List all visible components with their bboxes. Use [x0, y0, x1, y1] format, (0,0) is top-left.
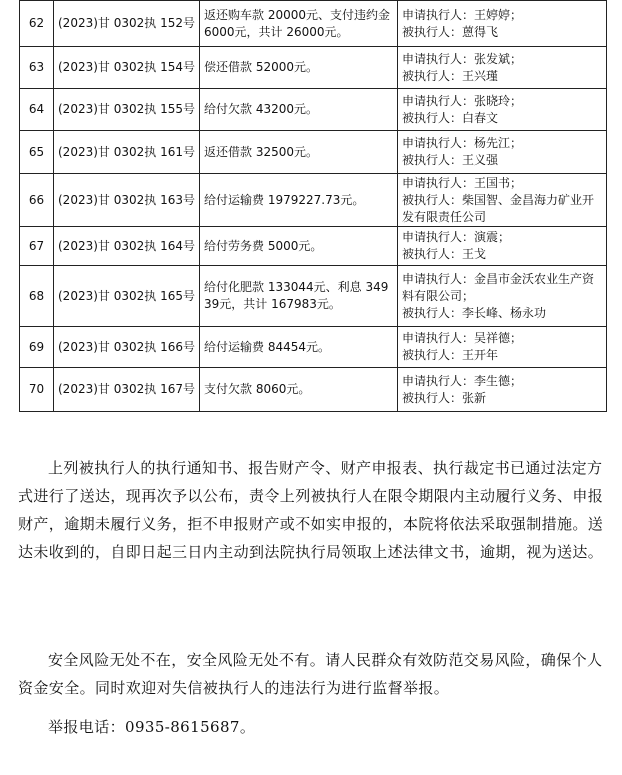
table-row — [20, 131, 607, 174]
applicant-name: 申请执行人：李生德； — [402, 373, 523, 388]
row-number: 68 — [20, 266, 54, 327]
execution-content: 给付运输费 84454元。 — [200, 327, 398, 368]
respondent-name: 被执行人：白春文 — [402, 110, 499, 125]
respondent-name: 被执行人：王义强 — [402, 153, 499, 167]
case-number: (2023)甘 0302执 154号 — [54, 47, 200, 89]
parties — [398, 1, 607, 47]
applicant-name: 申请执行人：王婷婷； — [402, 7, 523, 22]
parties — [398, 266, 607, 327]
case-number: (2023)甘 0302执 165号 — [54, 266, 200, 327]
case-number: (2023)甘 0302执 161号 — [54, 131, 200, 174]
notice-text: 上列被执行人的执行通知书、报告财产令、财产申报表、执行裁定书已通过法定方式进行了送达，现再次予以公布，责令上列被执行人在限令期限内主动履行义务、申报财产，逾期未履行义务，拒不申报财产或不如实申报的，本院将依法采取强制措施。送达未收到的，自即日起三日内主动到法院执行局领取上述法律文书，逾期，视为送达。 — [18, 459, 604, 561]
applicant-name: 申请执行人：演震； — [402, 230, 511, 244]
table-body — [20, 1, 607, 412]
parties — [398, 174, 607, 227]
notice-paragraph-service — [18, 454, 608, 566]
respondent-name: 被执行人：王戈 — [402, 247, 487, 261]
row-number: 65 — [20, 131, 54, 174]
parties — [398, 131, 607, 174]
case-number: (2023)甘 0302执 164号 — [54, 227, 200, 266]
execution-content: 返还借款 32500元。 — [200, 131, 398, 174]
execution-content: 给付欠款 43200元。 — [200, 89, 398, 131]
table-row — [20, 174, 607, 227]
row-number: 69 — [20, 327, 54, 368]
case-number: (2023)甘 0302执 152号 — [54, 1, 200, 47]
applicant-name: 申请执行人：张发斌； — [402, 51, 523, 66]
execution-content: 返还购车款 20000元、支付违约金 6000元，共计 26000元。 — [200, 1, 398, 47]
row-number: 64 — [20, 89, 54, 131]
execution-content: 支付欠款 8060元。 — [200, 368, 398, 412]
table-row — [20, 327, 607, 368]
case-number: (2023)甘 0302执 155号 — [54, 89, 200, 131]
respondent-name: 被执行人：王兴瑾 — [402, 68, 499, 83]
parties — [398, 47, 607, 89]
row-number: 66 — [20, 174, 54, 227]
applicant-name: 申请执行人：杨先江； — [402, 136, 523, 150]
execution-content: 偿还借款 52000元。 — [200, 47, 398, 89]
table-row — [20, 1, 607, 47]
row-number: 70 — [20, 368, 54, 412]
enforcement-table — [19, 0, 607, 412]
table-row — [20, 47, 607, 89]
table-row — [20, 266, 607, 327]
table-row — [20, 368, 607, 412]
notice-paragraph-hotline — [18, 713, 608, 741]
hotline-text: 举报电话：0935-8615687。 — [48, 718, 256, 736]
respondent-name: 被执行人：王开年 — [402, 348, 499, 362]
applicant-name: 申请执行人：吴祥德； — [402, 331, 523, 345]
row-number: 63 — [20, 47, 54, 89]
applicant-name: 申请执行人：金昌市金沃农业生产资料有限公司； — [402, 271, 595, 303]
respondent-name: 被执行人：蒽得飞 — [402, 24, 499, 39]
table-row — [20, 227, 607, 266]
row-number: 67 — [20, 227, 54, 266]
respondent-name: 被执行人：张新 — [402, 390, 487, 405]
execution-content: 给付劳务费 5000元。 — [200, 227, 398, 266]
case-number: (2023)甘 0302执 166号 — [54, 327, 200, 368]
case-number: (2023)甘 0302执 167号 — [54, 368, 200, 412]
notice-text: 安全风险无处不在，安全风险无处不有。请人民群众有效防范交易风险，确保个人资金安全。同时欢迎对失信被执行人的违法行为进行监督举报。 — [18, 651, 603, 697]
parties — [398, 327, 607, 368]
execution-content: 给付运输费 1979227.73元。 — [200, 174, 398, 227]
row-number: 62 — [20, 1, 54, 47]
respondent-name: 被执行人：柴国智、金昌海力矿业开发有限责任公司 — [402, 192, 595, 224]
applicant-name: 申请执行人：张晓玲； — [402, 93, 523, 108]
respondent-name: 被执行人：李长峰、杨永功 — [402, 305, 547, 320]
parties — [398, 227, 607, 266]
execution-content: 给付化肥款 133044元、利息 34939元，共计 167983元。 — [200, 266, 398, 327]
notice-paragraph-safety — [18, 646, 608, 702]
table-row — [20, 89, 607, 131]
parties — [398, 89, 607, 131]
case-number: (2023)甘 0302执 163号 — [54, 174, 200, 227]
parties — [398, 368, 607, 412]
applicant-name: 申请执行人：王国书； — [402, 175, 523, 190]
